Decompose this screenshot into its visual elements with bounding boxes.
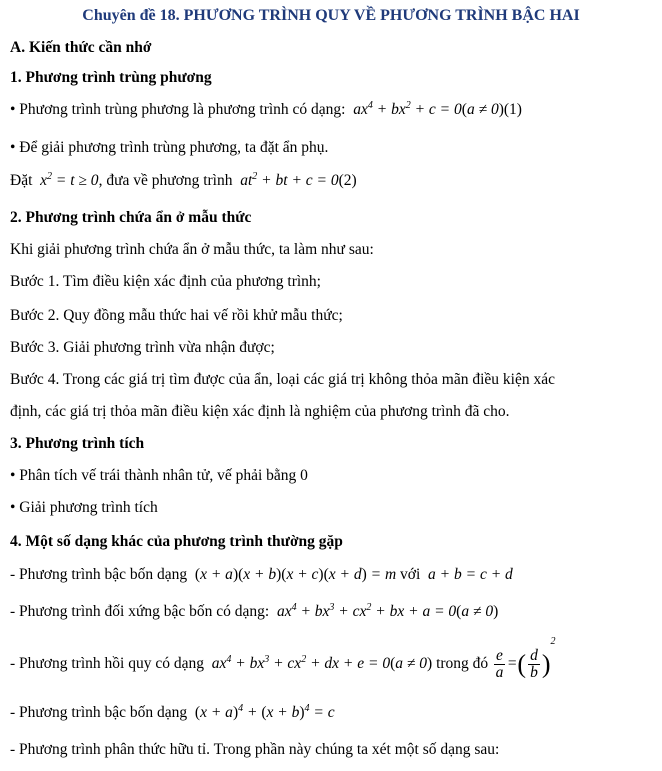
form-3-condition: $\frac{e}{a}$ =( $\frac{d}{b}$ )$^2$	[495, 636, 556, 681]
substitution-line	[10, 171, 656, 191]
substitution-prefix: Đặt	[10, 172, 33, 189]
section-3-bullet-1: • Phân tích vế trái thành nhân tử, vế phải bằng 0	[10, 467, 308, 484]
form-5: - Phương trình phân thức hữu tỉ. Trong phần này chúng ta xét một số dạng sau:	[10, 741, 500, 758]
section-2-heading: 2. Phương trình chứa ẩn ở mẫu thức	[10, 209, 252, 226]
form-3	[10, 636, 656, 686]
section-1-bullet-2: • Để giải phương trình trùng phương, ta đặt ẩn phụ.	[10, 139, 329, 156]
form-2	[10, 602, 656, 622]
form-3-text: - Phương trình hồi quy có dạng	[10, 655, 204, 672]
step-2: Bước 2. Quy đồng mẫu thức hai vế rồi khử mẫu thức;	[10, 307, 343, 324]
section-1-heading: 1. Phương trình trùng phương	[10, 69, 212, 86]
quadratic-formula: $at^2$ + bt + c = 0(2)	[236, 170, 357, 189]
step-4-line-2: định, các giá trị thỏa mãn điều kiện xác định là nghiệm của phương trình đã cho.	[10, 403, 510, 420]
form-3-formula: $ax^4 + bx^3 + cx^2$ + dx + e = 0(a ≠ 0)	[207, 653, 433, 672]
form-1-condition: a + b = c + d	[424, 566, 513, 583]
biquadratic-formula: $ax^4 + bx^2 + c = 0(a \ne 0)(1)$	[349, 99, 522, 118]
form-4-formula: $(x + a)^4 + (x + b)^4 = c$	[194, 702, 335, 721]
section-3-heading: 3. Phương trình tích	[10, 435, 145, 452]
substitution-mid: , đưa về phương trình	[98, 172, 233, 189]
step-3: Bước 3. Giải phương trình vừa nhận được;	[10, 339, 275, 356]
section-1-bullet-1	[10, 100, 656, 120]
step-1: Bước 1. Tìm điều kiện xác định của phương trình;	[10, 273, 321, 290]
form-4-text: - Phương trình bậc bốn dạng	[10, 704, 188, 721]
form-1-text: - Phương trình bậc bốn dạng	[10, 566, 188, 583]
form-3-where: trong đó	[436, 655, 489, 672]
form-1-formula: (x + a)(x + b)(x + c)(x + d) = m	[194, 566, 397, 583]
section-2-intro: Khi giải phương trình chứa ẩn ở mẫu thức, ta làm như sau:	[10, 241, 374, 258]
section-3-bullet-2: • Giải phương trình tích	[10, 499, 158, 516]
form-1	[10, 565, 656, 585]
form-2-text: - Phương trình đối xứng bậc bốn có dạng:	[10, 603, 270, 620]
form-1-with: với	[400, 566, 421, 583]
bullet-1-text: • Phương trình trùng phương là phương trình có dạng:	[10, 101, 346, 118]
page-title: Chuyên đề 18. PHƯƠNG TRÌNH QUY VỀ PHƯƠNG TRÌNH BẬC HAI	[82, 7, 580, 24]
section-4-heading: 4. Một số dạng khác của phương trình thường gặp	[10, 533, 343, 550]
form-2-formula: $ax^4 + bx^3 + cx^2$ + bx + a = 0(a ≠ 0)	[273, 601, 499, 620]
form-4	[10, 703, 656, 723]
section-a-heading: A. Kiến thức cần nhớ	[10, 39, 152, 56]
substitution-formula: $x^2 = t \ge 0$	[36, 170, 99, 189]
step-4-line-1: Bước 4. Trong các giá trị tìm được của ẩn, loại các giá trị không thỏa mãn điều kiện xác	[10, 371, 555, 388]
